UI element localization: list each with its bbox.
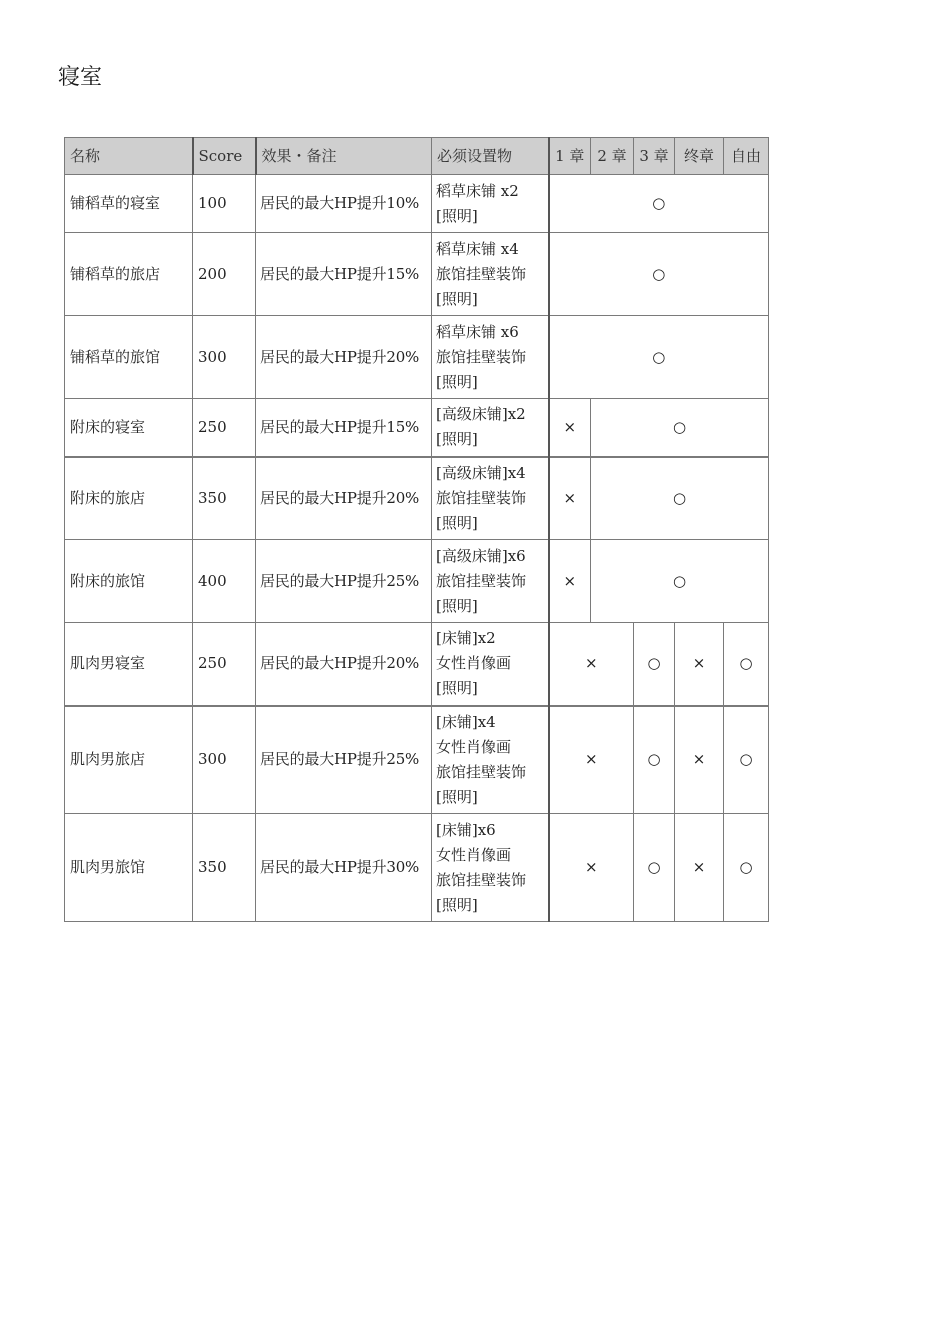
availability-mark: ○ <box>591 540 769 623</box>
room-name: 附床的寝室 <box>65 399 193 457</box>
header-requirements: 必须设置物 <box>432 138 549 175</box>
requirement-item: [照明] <box>436 787 478 806</box>
room-name: 附床的旅馆 <box>65 540 193 623</box>
room-score: 300 <box>193 316 256 399</box>
room-score: 350 <box>193 814 256 922</box>
requirement-item: [照明] <box>436 430 478 449</box>
requirement-item: [床铺]x6 <box>436 820 496 839</box>
room-name: 肌肉男寝室 <box>65 623 193 706</box>
requirement-item: [照明] <box>436 895 478 914</box>
table-row <box>65 623 769 706</box>
table-header-row <box>65 138 769 175</box>
requirement-item: 稻草床铺 x2 <box>436 181 519 200</box>
requirement-item: 稻草床铺 x4 <box>436 239 519 258</box>
requirement-item: [照明] <box>436 372 478 391</box>
room-effect: 居民的最大HP提升20% <box>256 457 432 540</box>
availability-mark: × <box>549 623 634 706</box>
header-chapter-3: 3 章 <box>634 138 675 175</box>
header-chapter-final: 终章 <box>675 138 724 175</box>
availability-mark: ○ <box>591 457 769 540</box>
room-effect: 居民的最大HP提升10% <box>256 175 432 233</box>
availability-mark: ○ <box>634 706 675 814</box>
requirement-item: [照明] <box>436 206 478 225</box>
table-row <box>65 399 769 457</box>
requirement-item: [床铺]x4 <box>436 712 496 731</box>
table-row <box>65 316 769 399</box>
requirement-item: [高级床铺]x2 <box>436 405 526 424</box>
requirement-item: [高级床铺]x6 <box>436 546 526 565</box>
availability-mark: ○ <box>591 399 769 457</box>
table-row <box>65 814 769 922</box>
room-requirements <box>432 316 549 399</box>
table-row <box>65 233 769 316</box>
room-effect: 居民的最大HP提升20% <box>256 623 432 706</box>
room-effect: 居民的最大HP提升30% <box>256 814 432 922</box>
table-row <box>65 706 769 814</box>
room-score: 250 <box>193 623 256 706</box>
availability-mark: ○ <box>634 814 675 922</box>
page-title: 寝室 <box>58 65 103 90</box>
availability-mark: ○ <box>724 814 769 922</box>
rooms-table <box>64 137 769 922</box>
table-body <box>65 175 769 922</box>
header-chapter-1: 1 章 <box>549 138 591 175</box>
room-name: 铺稻草的寝室 <box>65 175 193 233</box>
room-score: 100 <box>193 175 256 233</box>
availability-mark: ○ <box>549 233 769 316</box>
availability-mark: × <box>549 457 591 540</box>
room-score: 250 <box>193 399 256 457</box>
room-requirements <box>432 706 549 814</box>
header-effect: 效果・备注 <box>256 138 432 175</box>
table-row <box>65 175 769 233</box>
room-name: 肌肉男旅店 <box>65 706 193 814</box>
room-requirements <box>432 814 549 922</box>
requirement-item: 女性肖像画 <box>436 845 512 864</box>
requirement-item: 旅馆挂壁装饰 <box>436 488 527 507</box>
requirement-item: [高级床铺]x4 <box>436 463 526 482</box>
availability-mark: × <box>675 623 724 706</box>
header-free: 自由 <box>724 138 769 175</box>
availability-mark: × <box>549 814 634 922</box>
room-effect: 居民的最大HP提升15% <box>256 233 432 316</box>
requirement-item: [照明] <box>436 513 478 532</box>
requirement-item: 女性肖像画 <box>436 654 512 673</box>
table-row <box>65 457 769 540</box>
requirement-item: 稻草床铺 x6 <box>436 322 519 341</box>
room-effect: 居民的最大HP提升25% <box>256 540 432 623</box>
availability-mark: × <box>549 706 634 814</box>
room-score: 200 <box>193 233 256 316</box>
requirement-item: 旅馆挂壁装饰 <box>436 264 527 283</box>
availability-mark: × <box>675 814 724 922</box>
room-name: 附床的旅店 <box>65 457 193 540</box>
room-requirements <box>432 623 549 706</box>
room-requirements <box>432 399 549 457</box>
room-requirements <box>432 540 549 623</box>
room-name: 铺稻草的旅店 <box>65 233 193 316</box>
room-requirements <box>432 457 549 540</box>
availability-mark: ○ <box>724 706 769 814</box>
room-score: 300 <box>193 706 256 814</box>
requirement-item: 旅馆挂壁装饰 <box>436 571 527 590</box>
availability-mark: ○ <box>549 175 769 233</box>
room-effect: 居民的最大HP提升15% <box>256 399 432 457</box>
requirement-item: [照明] <box>436 679 478 698</box>
header-score: Score <box>193 138 256 175</box>
table-row <box>65 540 769 623</box>
room-effect: 居民的最大HP提升25% <box>256 706 432 814</box>
availability-mark: × <box>549 540 591 623</box>
room-score: 400 <box>193 540 256 623</box>
room-requirements <box>432 175 549 233</box>
room-score: 350 <box>193 457 256 540</box>
room-effect: 居民的最大HP提升20% <box>256 316 432 399</box>
room-requirements <box>432 233 549 316</box>
requirement-item: 旅馆挂壁装饰 <box>436 347 527 366</box>
requirement-item: 旅馆挂壁装饰 <box>436 870 527 889</box>
requirement-item: 旅馆挂壁装饰 <box>436 762 527 781</box>
room-name: 铺稻草的旅馆 <box>65 316 193 399</box>
requirement-item: [照明] <box>436 596 478 615</box>
availability-mark: ○ <box>724 623 769 706</box>
requirement-item: [照明] <box>436 289 478 308</box>
requirement-item: [床铺]x2 <box>436 629 496 648</box>
availability-mark: × <box>549 399 591 457</box>
availability-mark: ○ <box>634 623 675 706</box>
header-chapter-2: 2 章 <box>591 138 634 175</box>
room-name: 肌肉男旅馆 <box>65 814 193 922</box>
requirement-item: 女性肖像画 <box>436 737 512 756</box>
header-name: 名称 <box>65 138 193 175</box>
availability-mark: × <box>675 706 724 814</box>
availability-mark: ○ <box>549 316 769 399</box>
